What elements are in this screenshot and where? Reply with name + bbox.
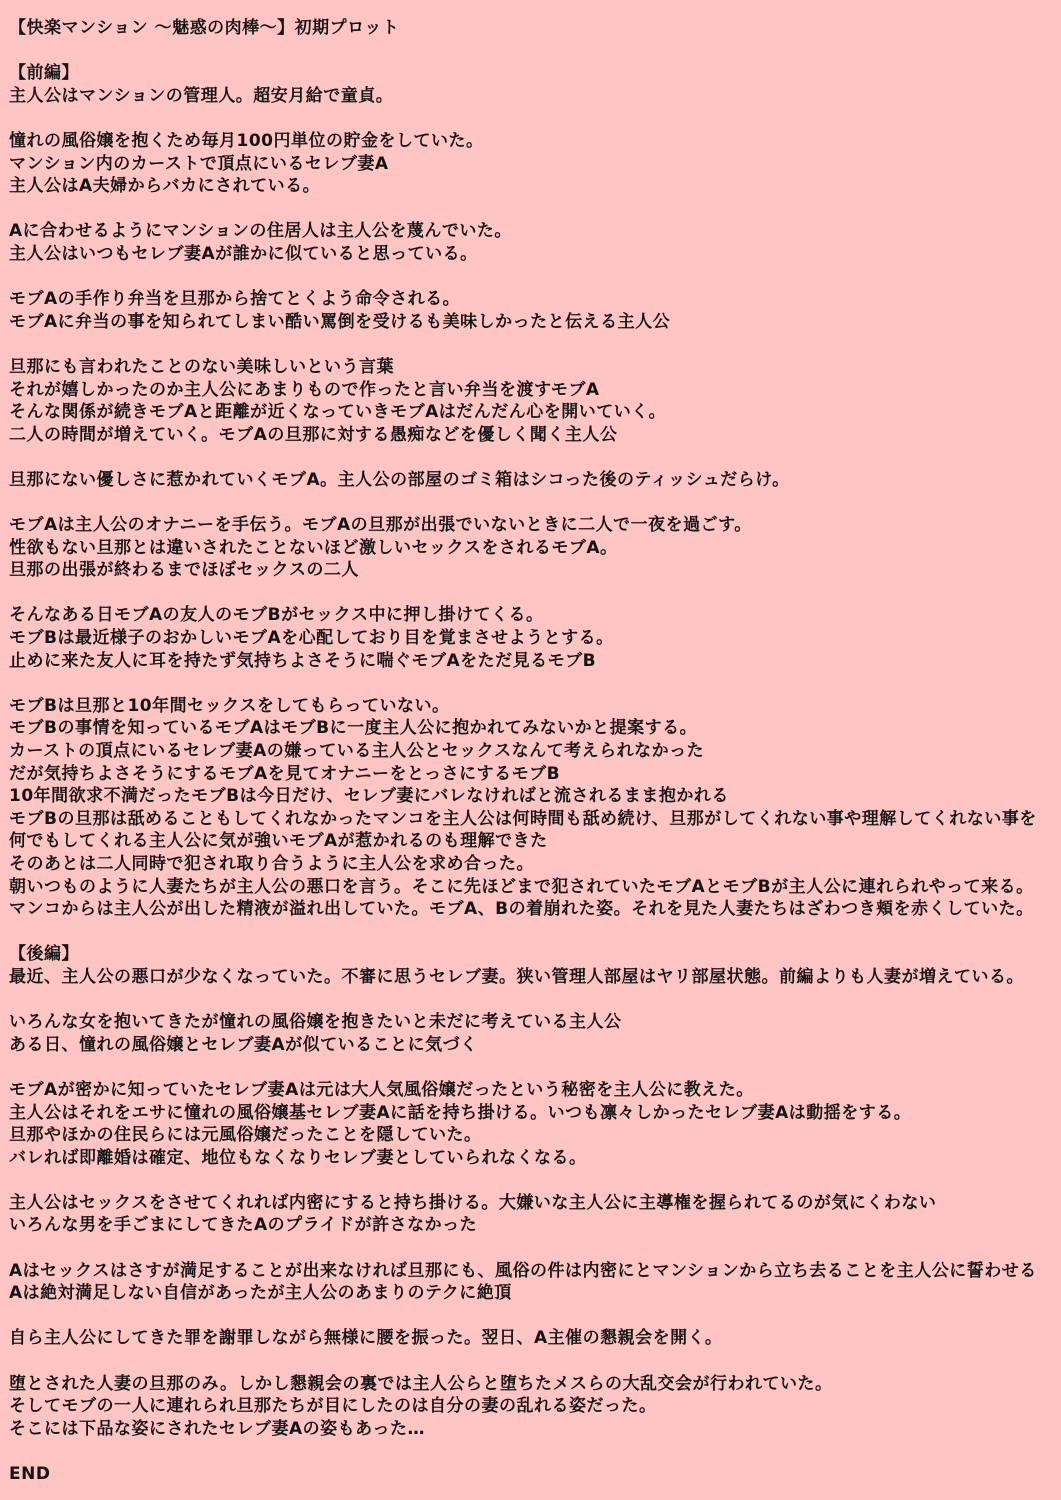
- text-line: 朝いつものように人妻たちが主人公の悪口を言う。そこに先ほどまで犯されていたモブAとモブBが主人公に連れられやって来る。: [9, 876, 1034, 897]
- text-line: それが嬉しかったのか主人公にあまりもので作ったと言い弁当を渡すモブA: [9, 379, 600, 400]
- blank-line: [9, 1237, 1055, 1260]
- text-line: 主人公はセックスをさせてくれれば内密にすると持ち掛ける。大嫌いな主人公に主導権を握られてるのが気にくわない: [9, 1192, 937, 1213]
- text-line: Aは絶対満足しない自信があったが主人公のあまりのテクに絶頂: [9, 1283, 512, 1304]
- blank-line: [9, 1056, 1055, 1079]
- text-line: モブBは最近様子のおかしいモブAを心配しており目を覚まさせようとする。: [9, 628, 614, 649]
- text-line: モブBの旦那は舐めることもしてくれなかったマンコを主人公は何時間も舐め続け、旦那がしてくれない事や理解してくれない事を: [9, 808, 1037, 829]
- section-heading: 【後編】: [9, 944, 79, 965]
- blank-line: [9, 989, 1055, 1012]
- text-line: モブAの手作り弁当を旦那から捨てとくよう命令される。: [9, 289, 461, 310]
- text-line: モブAに弁当の事を知られてしまい酷い罵倒を受けるも美味しかったと伝える主人公: [9, 311, 671, 332]
- section-heading: 【前編】: [9, 63, 79, 84]
- text-line: 主人公はいつもセレブ妻Aが誰かに似ていると思っている。: [9, 243, 478, 264]
- blank-line: [9, 1350, 1055, 1373]
- text-line: そんな関係が続きモブAと距離が近くなっていきモブAはだんだん心を開いていく。: [9, 402, 666, 423]
- text-line: ある日、憧れの風俗嬢とセレブ妻Aが似ていることに気づく: [9, 1034, 478, 1055]
- end-marker: END: [9, 1464, 51, 1484]
- blank-line: [9, 582, 1055, 605]
- text-line: 旦那にも言われたことのない美味しいという言葉: [9, 356, 394, 377]
- blank-line: [9, 107, 1055, 130]
- text-line: 主人公はA夫婦からバカにされている。: [9, 176, 321, 197]
- text-line: 主人公はそれをエサに憧れの風俗嬢基セレブ妻Aに話を持ち掛ける。いつも凛々しかったセレブ妻Aは動揺をする。: [9, 1102, 912, 1123]
- text-line: そんなある日モブAの友人のモブBがセックス中に押し掛けてくる。: [9, 605, 544, 626]
- text-line: モブBの事情を知っているモブAはモブBに一度主人公に抱かれてみないかと提案する。: [9, 718, 698, 739]
- text-line: 10年間欲求不満だったモブBは今日だけ、セレブ妻にバレなければと流されるまま抱かれる: [9, 786, 729, 807]
- text-line: 旦那にない優しさに惹かれていくモブA。主人公の部屋のゴミ箱はシコった後のティッシュだらけ。: [9, 469, 790, 490]
- text-line: 止めに来た友人に耳を持たず気持ちよさそうに喘ぐモブAをただ見るモブB: [9, 650, 597, 671]
- document-title: 【快楽マンション ～魅惑の肉棒～】初期プロット: [9, 18, 400, 38]
- text-line: いろんな女を抱いてきたが憧れの風俗嬢を抱きたいと未だに考えている主人公: [9, 1012, 622, 1033]
- text-line: 憧れの風俗嬢を抱くため毎月100円単位の貯金をしていた。: [9, 130, 484, 151]
- text-line: 旦那やほかの住民らには元風俗嬢だったことを隠していた。: [9, 1125, 482, 1146]
- blank-line: [9, 266, 1055, 289]
- text-line: カーストの頂点にいるセレブ妻Aの嫌っている主人公とセックスなんて考えられなかった: [9, 741, 705, 761]
- text-line: 主人公はマンションの管理人。超安月給で童貞。: [9, 85, 394, 106]
- blank-line: [9, 1440, 1055, 1463]
- text-line: そしてモブの一人に連れられ旦那たちが目にしたのは自分の妻の乱れる姿だった。: [9, 1396, 657, 1417]
- blank-line: [9, 1305, 1055, 1328]
- text-line: 自ら主人公にしてきた罪を謝罪しながら無様に腰を振った。翌日、A主催の懇親会を開く。: [9, 1328, 723, 1349]
- blank-line: [9, 40, 1055, 63]
- text-line: 性欲もない旦那とは違いされたことないほど激しいセックスをされるモブA。: [9, 537, 618, 558]
- text-line: モブBは旦那と10年間セックスをしてもらっていない。: [9, 695, 450, 716]
- text-line: そのあとは二人同時で犯され取り合うように主人公を求め合った。: [9, 853, 534, 874]
- blank-line: [9, 446, 1055, 469]
- text-line: 堕とされた人妻の旦那のみ。しかし懇親会の裏では主人公らと堕ちたメスらの大乱交会が行われていた。: [9, 1373, 833, 1394]
- text-line: マンション内のカーストで頂点にいるセレブ妻A: [9, 153, 389, 174]
- blank-line: [9, 491, 1055, 514]
- blank-line: [9, 921, 1055, 944]
- text-line: モブAが密かに知っていたセレブ妻Aは元は大人気風俗嬢だったという秘密を主人公に教えた。: [9, 1079, 754, 1100]
- text-line: いろんな男を手ごまにしてきたAのプライドが許さなかった: [9, 1215, 478, 1236]
- text-line: 二人の時間が増えていく。モブAの旦那に対する愚痴などを優しく聞く主人公: [9, 424, 618, 445]
- text-line: そこには下品な姿にされたセレブ妻Aの姿もあった…: [9, 1418, 425, 1439]
- blank-line: [9, 1169, 1055, 1192]
- text-line: だが気持ちよさそうにするモブAを見てオナニーをとっさにするモブB: [9, 763, 561, 784]
- text-line: バレれば即離婚は確定、地位もなくなりセレブ妻としていられなくなる。: [9, 1147, 587, 1168]
- text-line: 最近、主人公の悪口が少なくなっていた。不審に思うセレブ妻。狭い管理人部屋はヤリ部屋状態。前編よりも人妻が増えている。: [9, 966, 1024, 987]
- text-line: 旦那の出張が終わるまでほぼセックスの二人: [9, 560, 359, 581]
- text-line: モブAは主人公のオナニーを手伝う。モブAの旦那が出張でいないときに二人で一夜を過ごす。: [9, 515, 752, 536]
- text-line: Aに合わせるようにマンションの住居人は主人公を蔑んでいた。: [9, 221, 512, 242]
- text-line: Aはセックスはさすが満足することが出来なければ旦那にも、風俗の件は内密にとマンションから立ち去ることを主人公に誓わせる: [9, 1260, 1037, 1281]
- blank-line: [9, 333, 1055, 356]
- text-line: 何でもしてくれる主人公に気が強いモブAが惹かれるのも理解できた: [9, 831, 548, 852]
- blank-line: [9, 672, 1055, 695]
- blank-line: [9, 198, 1055, 221]
- text-line: マンコからは主人公が出した精液が溢れ出していた。モブA、Bの着崩れた姿。それを見た人妻たちはざわつき頬を赤くしていた。: [9, 899, 1034, 920]
